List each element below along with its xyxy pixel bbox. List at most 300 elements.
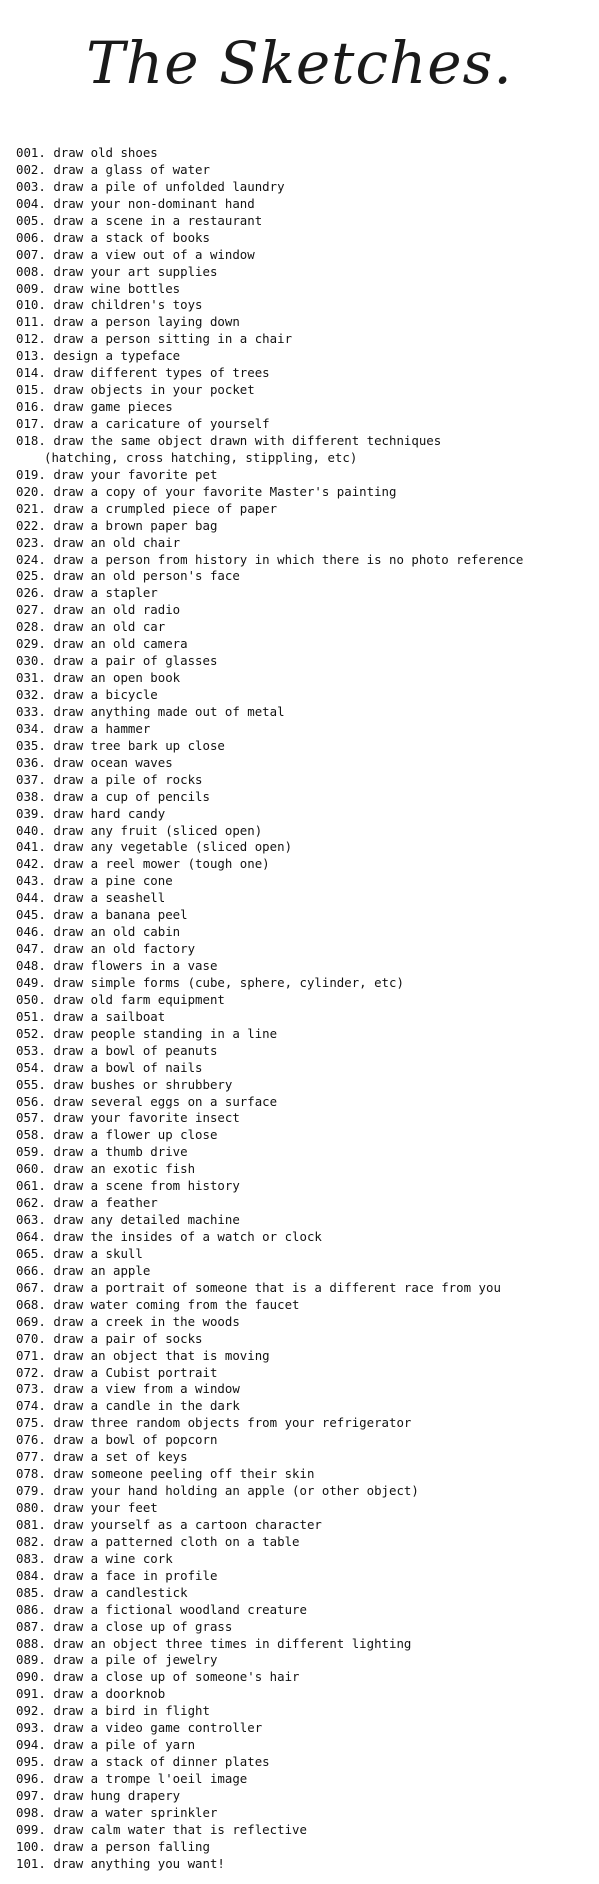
list-item-number: 027. [16, 602, 46, 618]
list-item-text: draw yourself as a cartoon character [53, 1516, 322, 1532]
list-item [16, 856, 596, 873]
list-item [16, 535, 596, 552]
list-item [16, 145, 596, 162]
list-item-text: draw an object that is moving [53, 1347, 270, 1363]
list-item [16, 1517, 596, 1534]
list-item-number: 051. [16, 1008, 46, 1024]
list-item-text: draw a wine cork [53, 1550, 173, 1566]
list-item-text: draw tree bark up close [53, 737, 225, 753]
list-item-text: draw your feet [53, 1500, 158, 1516]
list-item [16, 1178, 596, 1195]
list-item [16, 416, 596, 433]
list-item-text: draw an old car [53, 619, 166, 635]
list-item-number: 022. [16, 517, 46, 533]
list-item-number: 084. [16, 1567, 46, 1583]
list-item [16, 1043, 596, 1060]
list-item-text: draw objects in your pocket [53, 382, 255, 398]
list-item [16, 1229, 596, 1246]
list-item [16, 721, 596, 738]
list-item-number: 062. [16, 1195, 46, 1211]
list-item-number: 061. [16, 1178, 46, 1194]
list-item-number: 101. [16, 1855, 46, 1871]
list-item [16, 1686, 596, 1703]
list-item-number: 057. [16, 1110, 46, 1126]
list-item-text: draw anything made out of metal [53, 703, 285, 719]
list-item [16, 1822, 596, 1839]
list-item-text: draw a scene from history [53, 1178, 240, 1194]
list-item-text: draw hung drapery [53, 1787, 181, 1803]
list-item [16, 247, 596, 264]
list-item-number: 009. [16, 280, 46, 296]
list-item-text: draw a cup of pencils [53, 788, 210, 804]
list-item-number: 005. [16, 212, 46, 228]
list-item [16, 941, 596, 958]
list-item-text: draw an old camera [53, 636, 188, 652]
list-item-text: draw a close up of someone's hair [53, 1669, 300, 1685]
list-item-number: 002. [16, 161, 46, 177]
list-item-text: draw calm water that is reflective [53, 1821, 307, 1837]
list-item [16, 1703, 596, 1720]
list-item [16, 1127, 596, 1144]
list-item-number: 086. [16, 1601, 46, 1617]
list-item-text: draw bushes or shrubbery [53, 1076, 233, 1092]
list-item-number: 045. [16, 907, 46, 923]
list-item-text: draw your favorite insect [53, 1110, 240, 1126]
list-item-text: draw anything you want! [53, 1855, 225, 1871]
list-item-text: draw an object three times in different lighting [53, 1635, 412, 1651]
list-item-text: draw a pile of rocks [53, 771, 203, 787]
list-item [16, 365, 596, 382]
list-item-number: 067. [16, 1279, 46, 1295]
list-item-number: 030. [16, 653, 46, 669]
list-item-number: 007. [16, 246, 46, 262]
list-item-text: draw a creek in the woods [53, 1313, 240, 1329]
list-item [16, 1297, 596, 1314]
list-item [16, 1432, 596, 1449]
list-item-number: 079. [16, 1483, 46, 1499]
list-item-text: draw a doorknob [53, 1686, 166, 1702]
list-item-text: draw an old factory [53, 941, 196, 957]
list-item [16, 501, 596, 518]
list-item-text: draw a hammer [53, 720, 151, 736]
list-item-number: 048. [16, 958, 46, 974]
list-item [16, 1551, 596, 1568]
list-item [16, 1619, 596, 1636]
list-item-number: 013. [16, 348, 46, 364]
list-item-number: 088. [16, 1635, 46, 1651]
list-item-number: 035. [16, 737, 46, 753]
list-item-text: draw water coming from the faucet [53, 1296, 300, 1312]
list-item-number: 039. [16, 805, 46, 821]
list-item [16, 297, 596, 314]
list-item-number: 073. [16, 1381, 46, 1397]
list-item-number: 078. [16, 1466, 46, 1482]
list-item-text: draw a flower up close [53, 1127, 218, 1143]
list-item [16, 1754, 596, 1771]
list-item-text: draw a face in profile [53, 1567, 218, 1583]
list-item [16, 331, 596, 348]
list-item [16, 281, 596, 298]
list-item [16, 1602, 596, 1619]
list-item [16, 433, 596, 467]
list-item-number: 038. [16, 788, 46, 804]
list-item-text: draw a stack of dinner plates [53, 1754, 270, 1770]
list-item-number: 082. [16, 1533, 46, 1549]
list-item [16, 1060, 596, 1077]
list-item [16, 619, 596, 636]
list-item [16, 1348, 596, 1365]
list-item-text: draw simple forms (cube, sphere, cylinder, etc) [53, 974, 404, 990]
list-item [16, 1246, 596, 1263]
list-item-number: 064. [16, 1229, 46, 1245]
list-item-number: 044. [16, 890, 46, 906]
list-item [16, 1077, 596, 1094]
list-item-number: 055. [16, 1076, 46, 1092]
list-item-text: draw any vegetable (sliced open) [53, 839, 293, 855]
list-item-text: draw hard candy [53, 805, 166, 821]
list-item-text: draw a glass of water [53, 161, 210, 177]
list-item-number: 081. [16, 1516, 46, 1532]
list-item [16, 1009, 596, 1026]
list-item [16, 264, 596, 281]
list-item-number: 074. [16, 1398, 46, 1414]
list-item-number: 093. [16, 1720, 46, 1736]
list-item [16, 568, 596, 585]
list-item-continuation: (hatching, cross hatching, stippling, etc) [44, 449, 358, 465]
list-item-number: 017. [16, 416, 46, 431]
list-item-number: 089. [16, 1652, 46, 1668]
list-item [16, 1161, 596, 1178]
list-item [16, 1788, 596, 1805]
list-item-number: 065. [16, 1245, 46, 1261]
list-item [16, 1669, 596, 1686]
list-item [16, 1534, 596, 1551]
list-item-number: 047. [16, 941, 46, 957]
list-item [16, 873, 596, 890]
page-title: The Sketches. [86, 29, 513, 97]
list-item-text: draw people standing in a line [53, 1025, 278, 1041]
list-item-text: draw an apple [53, 1262, 151, 1278]
list-item-number: 058. [16, 1127, 46, 1143]
list-item-number: 069. [16, 1313, 46, 1329]
list-item-text: draw a copy of your favorite Master's painting [53, 483, 397, 499]
list-item [16, 1585, 596, 1602]
list-item [16, 1652, 596, 1669]
list-item [16, 738, 596, 755]
list-item-number: 096. [16, 1771, 46, 1787]
list-item-text: draw an old chair [53, 534, 181, 550]
list-item-text: draw a portrait of someone that is a different race from you [53, 1279, 501, 1295]
list-item-number: 056. [16, 1093, 46, 1109]
list-item-number: 028. [16, 619, 46, 635]
list-item [16, 704, 596, 721]
list-item-text: draw the same object drawn with different techniques [53, 432, 442, 448]
list-item-text: draw a video game controller [53, 1720, 263, 1736]
list-item [16, 1263, 596, 1280]
list-item-text: draw a skull [53, 1245, 143, 1261]
list-item [16, 907, 596, 924]
list-item [16, 467, 596, 484]
list-item [16, 687, 596, 704]
list-item-number: 060. [16, 1161, 46, 1177]
list-item-number: 063. [16, 1212, 46, 1228]
list-item [16, 196, 596, 213]
list-item [16, 890, 596, 907]
list-item-text: draw a seashell [53, 890, 166, 906]
list-item-number: 080. [16, 1500, 46, 1516]
list-item [16, 1449, 596, 1466]
list-item-text: draw children's toys [53, 297, 203, 313]
list-item-number: 068. [16, 1296, 46, 1312]
list-item-text: draw a pair of glasses [53, 653, 218, 669]
list-item [16, 1026, 596, 1043]
sketch-list [16, 145, 596, 1873]
list-item-number: 091. [16, 1686, 46, 1702]
list-item-text: draw your hand holding an apple (or other object) [53, 1483, 419, 1499]
list-item-number: 001. [16, 145, 46, 160]
list-item [16, 789, 596, 806]
list-item-text: draw a scene in a restaurant [53, 212, 263, 228]
list-item [16, 1568, 596, 1585]
list-item-number: 070. [16, 1330, 46, 1346]
list-item-text: draw a sailboat [53, 1008, 166, 1024]
list-item-number: 031. [16, 670, 46, 686]
list-item-number: 003. [16, 178, 46, 194]
list-item-number: 015. [16, 382, 46, 398]
list-item [16, 1466, 596, 1483]
list-item [16, 1636, 596, 1653]
list-item [16, 823, 596, 840]
list-item [16, 1381, 596, 1398]
list-item [16, 1094, 596, 1111]
list-item-number: 034. [16, 720, 46, 736]
list-item-text: draw your non-dominant hand [53, 195, 255, 211]
list-item-text: draw a Cubist portrait [53, 1364, 218, 1380]
list-item-number: 083. [16, 1550, 46, 1566]
list-item-text: draw a view from a window [53, 1381, 240, 1397]
list-item-number: 071. [16, 1347, 46, 1363]
list-item-number: 075. [16, 1415, 46, 1431]
list-item-number: 085. [16, 1584, 46, 1600]
list-item-text: draw any fruit (sliced open) [53, 822, 263, 838]
list-item-text: draw a water sprinkler [53, 1804, 218, 1820]
list-item-number: 087. [16, 1618, 46, 1634]
list-item-number: 012. [16, 331, 46, 347]
list-item-text: draw a person laying down [53, 314, 240, 330]
list-item [16, 839, 596, 856]
list-item-text: draw a fictional woodland creature [53, 1601, 307, 1617]
list-item [16, 552, 596, 569]
list-item-text: draw a patterned cloth on a table [53, 1533, 300, 1549]
list-item-number: 090. [16, 1669, 46, 1685]
list-item-number: 016. [16, 399, 46, 415]
list-item [16, 1720, 596, 1737]
list-item-text: draw a stack of books [53, 229, 210, 245]
list-item-number: 020. [16, 483, 46, 499]
list-item-text: draw old farm equipment [53, 991, 225, 1007]
list-item-number: 004. [16, 195, 46, 211]
list-item-number: 099. [16, 1821, 46, 1837]
list-item-number: 032. [16, 687, 46, 703]
list-item-text: draw a bicycle [53, 687, 158, 703]
list-item-text: draw a stapler [53, 585, 158, 601]
list-item-text: draw a bird in flight [53, 1703, 210, 1719]
list-item-number: 025. [16, 568, 46, 584]
list-item-number: 043. [16, 873, 46, 889]
list-item [16, 975, 596, 992]
list-item [16, 1483, 596, 1500]
list-item-text: draw several eggs on a surface [53, 1093, 278, 1109]
list-item-number: 006. [16, 229, 46, 245]
list-item-number: 077. [16, 1449, 46, 1465]
list-item-number: 072. [16, 1364, 46, 1380]
list-item-text: draw a reel mower (tough one) [53, 856, 270, 872]
list-item-text: draw a pile of jewelry [53, 1652, 218, 1668]
list-item-number: 033. [16, 703, 46, 719]
list-item [16, 162, 596, 179]
list-item-text: draw a bowl of nails [53, 1059, 203, 1075]
list-item-text: design a typeface [53, 348, 181, 364]
list-item-number: 042. [16, 856, 46, 872]
list-item-text: draw wine bottles [53, 280, 181, 296]
list-item-text: draw a caricature of yourself [53, 416, 270, 431]
list-item-number: 026. [16, 585, 46, 601]
list-item [16, 484, 596, 501]
list-item-number: 097. [16, 1787, 46, 1803]
list-item [16, 348, 596, 365]
list-item [16, 1856, 596, 1873]
list-item-text: draw game pieces [53, 399, 173, 415]
list-item [16, 1365, 596, 1382]
list-item-text: draw an old person's face [53, 568, 240, 584]
list-item [16, 230, 596, 247]
list-item [16, 382, 596, 399]
list-item-number: 011. [16, 314, 46, 330]
list-item-text: draw a pine cone [53, 873, 173, 889]
list-item [16, 992, 596, 1009]
list-item-number: 041. [16, 839, 46, 855]
list-item [16, 755, 596, 772]
list-item-number: 054. [16, 1059, 46, 1075]
list-item-text: draw a feather [53, 1195, 158, 1211]
list-item-text: draw flowers in a vase [53, 958, 218, 974]
list-item-number: 050. [16, 991, 46, 1007]
list-item-number: 019. [16, 466, 46, 482]
list-item-number: 049. [16, 974, 46, 990]
list-item-number: 066. [16, 1262, 46, 1278]
list-item [16, 772, 596, 789]
list-item-text: draw your favorite pet [53, 466, 218, 482]
list-item-number: 018. [16, 432, 46, 448]
list-item [16, 1212, 596, 1229]
list-item-text: draw three random objects from your refrigerator [53, 1415, 412, 1431]
list-item [16, 1144, 596, 1161]
list-item-number: 095. [16, 1754, 46, 1770]
list-item-number: 008. [16, 263, 46, 279]
list-item-text: draw a pile of yarn [53, 1737, 196, 1753]
list-item-text: draw a crumpled piece of paper [53, 500, 278, 516]
list-item-number: 094. [16, 1737, 46, 1753]
list-item-number: 100. [16, 1838, 46, 1854]
list-item-number: 098. [16, 1804, 46, 1820]
list-item-text: draw someone peeling off their skin [53, 1466, 315, 1482]
list-item [16, 314, 596, 331]
list-item [16, 1839, 596, 1856]
list-item [16, 1805, 596, 1822]
list-item-number: 046. [16, 924, 46, 940]
list-item [16, 924, 596, 941]
list-item [16, 1110, 596, 1127]
list-item-number: 053. [16, 1042, 46, 1058]
list-item [16, 585, 596, 602]
list-item [16, 653, 596, 670]
list-item [16, 636, 596, 653]
list-item [16, 958, 596, 975]
list-item-line [16, 433, 596, 450]
list-item-text: draw an old cabin [53, 924, 181, 940]
list-item-text: draw the insides of a watch or clock [53, 1229, 322, 1245]
list-item-number: 029. [16, 636, 46, 652]
list-item-text: draw a trompe l'oeil image [53, 1771, 248, 1787]
list-item-text: draw your art supplies [53, 263, 218, 279]
list-item [16, 1771, 596, 1788]
list-item-number: 010. [16, 297, 46, 313]
list-item [16, 518, 596, 535]
list-item-text: draw a person falling [53, 1838, 210, 1854]
list-item-text: draw a person sitting in a chair [53, 331, 293, 347]
list-item-text: draw a banana peel [53, 907, 188, 923]
list-item-text: draw a bowl of peanuts [53, 1042, 218, 1058]
list-item-text: draw a pair of socks [53, 1330, 203, 1346]
list-item [16, 1398, 596, 1415]
list-item [16, 1500, 596, 1517]
list-item-number: 024. [16, 551, 46, 567]
list-item-text: draw any detailed machine [53, 1212, 240, 1228]
list-item-text: draw an open book [53, 670, 181, 686]
list-item-number: 036. [16, 754, 46, 770]
list-item [16, 670, 596, 687]
list-item-text: draw a pile of unfolded laundry [53, 178, 285, 194]
list-item [16, 1415, 596, 1432]
list-item-number: 059. [16, 1144, 46, 1160]
list-item [16, 399, 596, 416]
list-item-number: 023. [16, 534, 46, 550]
list-item-number: 052. [16, 1025, 46, 1041]
list-item-number: 014. [16, 365, 46, 381]
list-item [16, 1314, 596, 1331]
list-item-text: draw an exotic fish [53, 1161, 196, 1177]
list-item-number: 037. [16, 771, 46, 787]
list-item-text: draw old shoes [53, 145, 158, 160]
list-item-text: draw a close up of grass [53, 1618, 233, 1634]
list-item-text: draw a view out of a window [53, 246, 255, 262]
list-item [16, 213, 596, 230]
list-item-text: draw a brown paper bag [53, 517, 218, 533]
list-item-text: draw a candle in the dark [53, 1398, 240, 1414]
list-item [16, 602, 596, 619]
list-item-number: 092. [16, 1703, 46, 1719]
list-item-text: draw an old radio [53, 602, 181, 618]
list-item [16, 179, 596, 196]
list-item [16, 1280, 596, 1297]
list-item [16, 1195, 596, 1212]
list-item [16, 1737, 596, 1754]
list-item-number: 076. [16, 1432, 46, 1448]
list-item-text: draw a set of keys [53, 1449, 188, 1465]
list-item-text: draw ocean waves [53, 754, 173, 770]
list-item-text: draw different types of trees [53, 365, 270, 381]
list-item-number: 040. [16, 822, 46, 838]
